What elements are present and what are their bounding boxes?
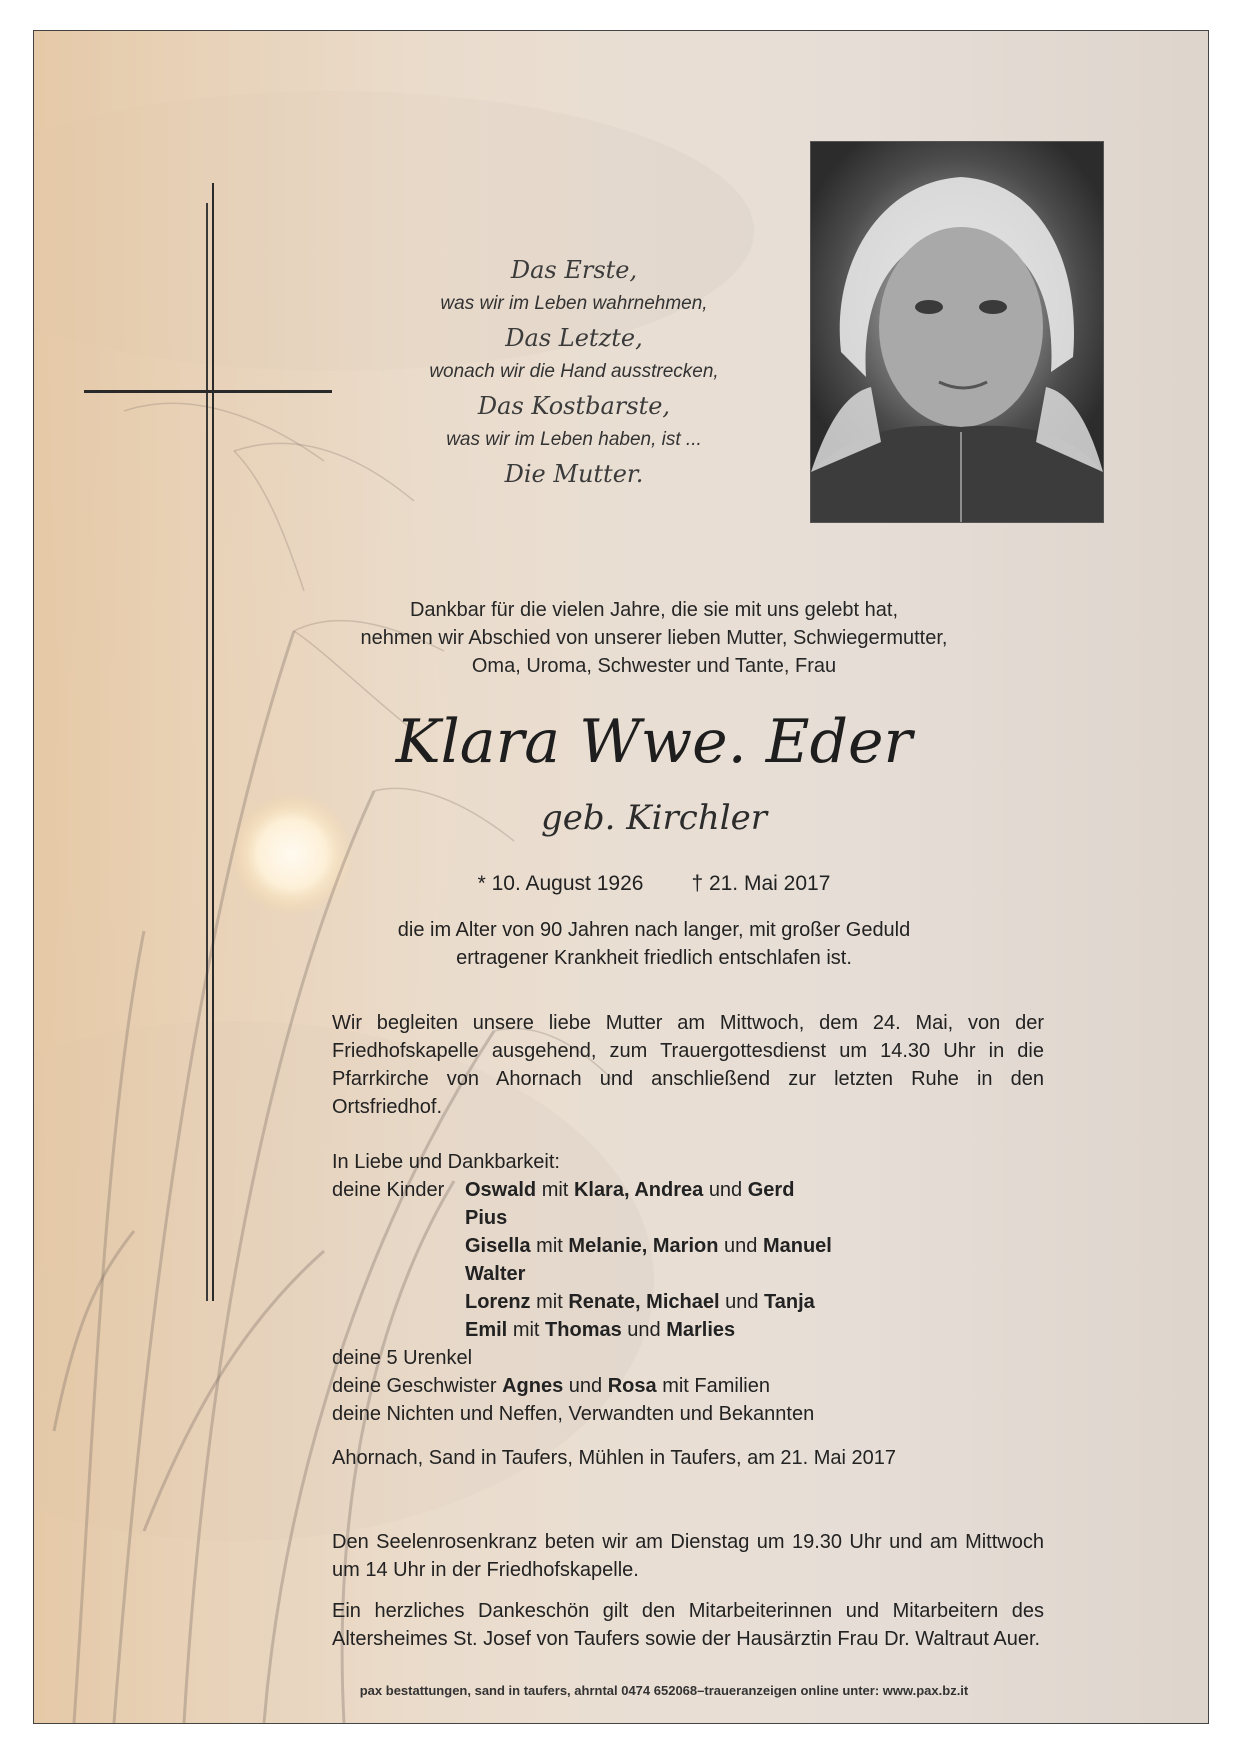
rosary-text: Den Seelenrosenkranz beten wir am Dienstag um 19.30 Uhr und am Mittwoch um 14 Uhr in der Friedhofskapelle.	[332, 1531, 1044, 1581]
cross-horizontal-line	[84, 390, 332, 393]
intro-line: nehmen wir Abschied von unserer lieben Mutter, Schwiegermutter,	[360, 627, 948, 649]
poem-line: was wir im Leben wahrnehmen,	[440, 293, 708, 314]
siblings-row	[332, 1372, 1044, 1400]
poem	[374, 251, 774, 493]
child-row	[332, 1288, 1044, 1316]
child-family: Renate, Michael	[568, 1291, 720, 1313]
child-family: Thomas	[545, 1319, 622, 1341]
child-and: und	[724, 1235, 758, 1257]
child-and: und	[627, 1319, 661, 1341]
child-with: mit	[541, 1179, 569, 1201]
maiden-name: geb. Kirchler	[541, 798, 767, 838]
child-name: Oswald	[465, 1179, 537, 1201]
footer-text: pax bestattungen, sand in taufers, ahrntal 0474 652068–traueranzeigen online unter: www.pax.bz.it	[359, 1683, 969, 1698]
child-and: und	[708, 1179, 743, 1201]
thanks-text: Ein herzliches Dankeschön gilt den Mitarbeiterinnen und Mitarbeitern des Altersheimes St. Josef von Taufers sowie der Hausärztin Frau Dr. Waltraut Auer.	[332, 1600, 1044, 1650]
sibling-name: Rosa	[607, 1375, 657, 1397]
child-name: Lorenz	[465, 1291, 531, 1313]
child-row	[332, 1232, 1044, 1260]
child-with: mit	[512, 1319, 540, 1341]
poem-line: Das Kostbarste,	[477, 392, 671, 420]
age-text	[324, 916, 984, 972]
child-name: Walter	[465, 1263, 526, 1285]
child-name: Pius	[465, 1207, 508, 1229]
poem-line: wonach wir die Hand ausstrecken,	[429, 361, 719, 382]
death-date: † 21. Mai 2017	[691, 872, 831, 895]
great-grandchildren: deine 5 Urenkel	[332, 1347, 473, 1369]
life-dates	[324, 869, 984, 899]
child-family: Manuel	[762, 1235, 832, 1257]
child-row	[332, 1260, 1044, 1288]
family-list	[332, 1148, 1044, 1428]
portrait-photo	[810, 141, 1104, 523]
child-family: Marlies	[666, 1319, 736, 1341]
intro-line: Dankbar für die vielen Jahre, die sie mit uns gelebt hat,	[409, 599, 899, 621]
child-family: Gerd	[747, 1179, 795, 1201]
deceased-name: Klara Wwe. Eder	[395, 707, 913, 777]
funeral-text: Wir begleiten unsere liebe Mutter am Mittwoch, dem 24. Mai, von der Friedhofskapelle ausgehend, zum Trauergottesdienst um 14.30 Uhr in die Pfarrkirche von Ahornach und anschließend zur letzten Ruhe in den Ortsfriedhof.	[332, 1012, 1044, 1118]
relatives-row: deine Nichten und Neffen, Verwandten und Bekannten	[332, 1403, 815, 1425]
child-row	[332, 1316, 1044, 1344]
siblings-and: und	[568, 1375, 603, 1397]
child-row	[332, 1176, 1044, 1204]
cross-vertical-line	[212, 183, 214, 1301]
children-label: deine Kinder	[332, 1179, 445, 1201]
cross-vertical-line-thin	[206, 203, 208, 1301]
intro-line: Oma, Uroma, Schwester und Tante, Frau	[471, 655, 837, 677]
family-heading: In Liebe und Dankbarkeit:	[332, 1151, 560, 1173]
child-family: Tanja	[764, 1291, 815, 1313]
siblings-label: deine Geschwister	[332, 1375, 497, 1397]
poem-line: was wir im Leben haben, ist ...	[446, 429, 702, 450]
child-with: mit	[536, 1291, 563, 1313]
place-date: Ahornach, Sand in Taufers, Mühlen in Taufers, am 21. Mai 2017	[332, 1447, 897, 1469]
age-line: die im Alter von 90 Jahren nach langer, mit großer Geduld	[397, 919, 911, 941]
child-name: Emil	[465, 1319, 508, 1341]
child-with: mit	[536, 1235, 563, 1257]
birth-date: * 10. August 1926	[477, 872, 644, 895]
child-name: Gisella	[465, 1235, 531, 1257]
poem-line: Das Letzte,	[505, 324, 643, 352]
age-line: ertragener Krankheit friedlich entschlafen ist.	[456, 947, 852, 969]
child-row	[332, 1204, 1044, 1232]
child-family: Melanie, Marion	[568, 1235, 719, 1257]
intro-text	[324, 596, 984, 680]
child-and: und	[725, 1291, 759, 1313]
child-family: Klara, Andrea	[573, 1179, 704, 1201]
poem-line: Die Mutter.	[504, 460, 644, 488]
obituary-page	[33, 30, 1209, 1724]
siblings-families: mit Familien	[662, 1375, 770, 1397]
sibling-name: Agnes	[502, 1375, 564, 1397]
poem-line: Das Erste,	[510, 256, 638, 284]
